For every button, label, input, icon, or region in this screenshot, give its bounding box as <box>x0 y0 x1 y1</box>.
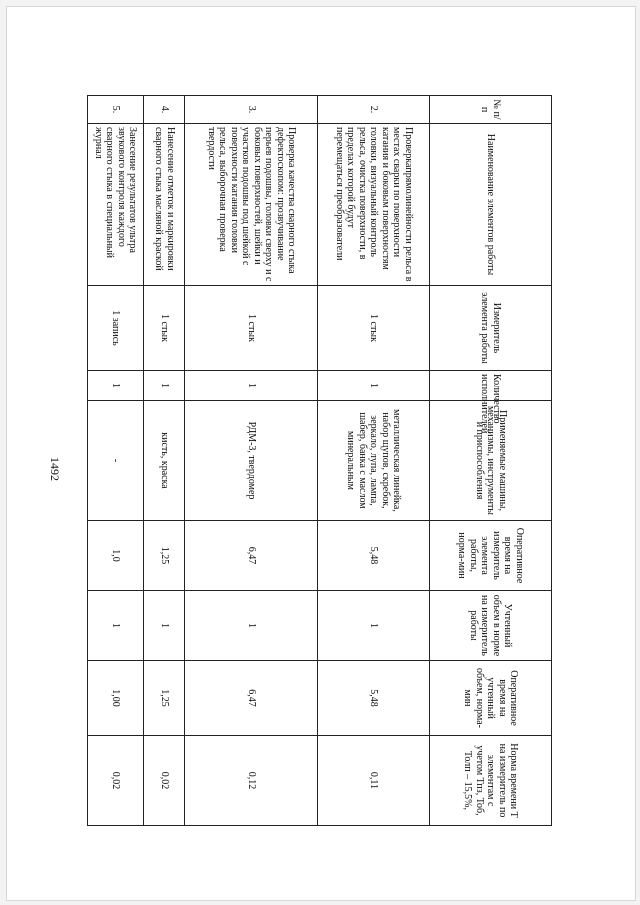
cell-meter: 1 стык <box>185 286 318 371</box>
cell-oper-time: 1,0 <box>88 521 144 591</box>
table-row <box>185 96 318 826</box>
cell-executors: 1 <box>318 371 430 401</box>
cell-number: 3. <box>185 96 318 124</box>
header-volume: Учтенный объем в норме на измеритель работы <box>430 591 552 661</box>
cell-number: 5. <box>88 96 144 124</box>
header-norm: Норма времени Т на измеритель по элементам с учетом Тпз, Тоб, Толп – 15,5%, <box>430 736 552 826</box>
header-executors: Количество исполнителей <box>430 371 552 401</box>
cell-number: 4. <box>143 96 184 124</box>
header-oper-time: Оперативное время на измеритель элемента работы, норма-мин <box>430 521 552 591</box>
cell-tools: кисть, краска <box>143 401 184 521</box>
cell-element-name: Проверка качества сварного стыка дефектоскопом: прозвучивание перьев подошвы, головки сверху и с боковых поверхностей, шейки и участков подошвы под шейкой с поверхности катания головки рельса, выборочная проверка твердости <box>185 124 318 286</box>
cell-norm: 0,12 <box>185 736 318 826</box>
header-meter: Измеритель элемента работы <box>430 286 552 371</box>
cell-meter: 1 стык <box>318 286 430 371</box>
header-number: № п/п <box>430 96 552 124</box>
cell-oper-time: 1,25 <box>143 521 184 591</box>
cell-oper-volume: 5,48 <box>318 661 430 736</box>
cell-norm: 0,11 <box>318 736 430 826</box>
work-elements-table <box>87 95 552 826</box>
cell-oper-volume: 1,25 <box>143 661 184 736</box>
document-page <box>6 6 636 901</box>
cell-tools: - <box>88 401 144 521</box>
header-oper-volume: Оперативное время на учтенный объем, норма-мин <box>430 661 552 736</box>
cell-oper-time: 5,48 <box>318 521 430 591</box>
table-header-row <box>430 96 552 826</box>
table-row <box>318 96 430 826</box>
header-element-name: Наименование элементов работы <box>430 124 552 286</box>
cell-element-name: Нанесение отметок и маркировки сварного стыка масляной краской <box>143 124 184 286</box>
cell-meter: 1 запись <box>88 286 144 371</box>
cell-oper-volume: 1,00 <box>88 661 144 736</box>
cell-norm: 0,02 <box>88 736 144 826</box>
cell-tools: РДМ-3, твердомер <box>185 401 318 521</box>
cell-volume: 1 <box>185 591 318 661</box>
cell-number: 2. <box>318 96 430 124</box>
rotated-table-wrapper <box>87 95 552 825</box>
cell-norm: 0,02 <box>143 736 184 826</box>
cell-executors: 1 <box>185 371 318 401</box>
cell-oper-volume: 6,47 <box>185 661 318 736</box>
page-number: 1492 <box>48 457 62 481</box>
table-row <box>88 96 144 826</box>
cell-executors: 1 <box>143 371 184 401</box>
cell-element-name: Занесение результатов ультра звукового контроля каждого сварного стыка в специальный журнал <box>88 124 144 286</box>
cell-volume: 1 <box>88 591 144 661</box>
table-row <box>143 96 184 826</box>
cell-executors: 1 <box>88 371 144 401</box>
cell-meter: 1 стык <box>143 286 184 371</box>
cell-oper-time: 6,47 <box>185 521 318 591</box>
cell-volume: 1 <box>143 591 184 661</box>
cell-volume: 1 <box>318 591 430 661</box>
cell-element-name: Проверкапрямолинейности рельса в местах сварки по поверхности катания и боковым поверхностям головки, визуальный контроль рельса, очистка поверхности, в пределах которой будут перемещаться преобразователи <box>318 124 430 286</box>
header-tools: Применяемые машины, механизмы, инструменты и приспособления <box>430 401 552 521</box>
cell-tools: металлическая линейка, набор щупов, скребок, зеркало, лупа, лампа, шабер, банка с маслом минеральным <box>318 401 430 521</box>
